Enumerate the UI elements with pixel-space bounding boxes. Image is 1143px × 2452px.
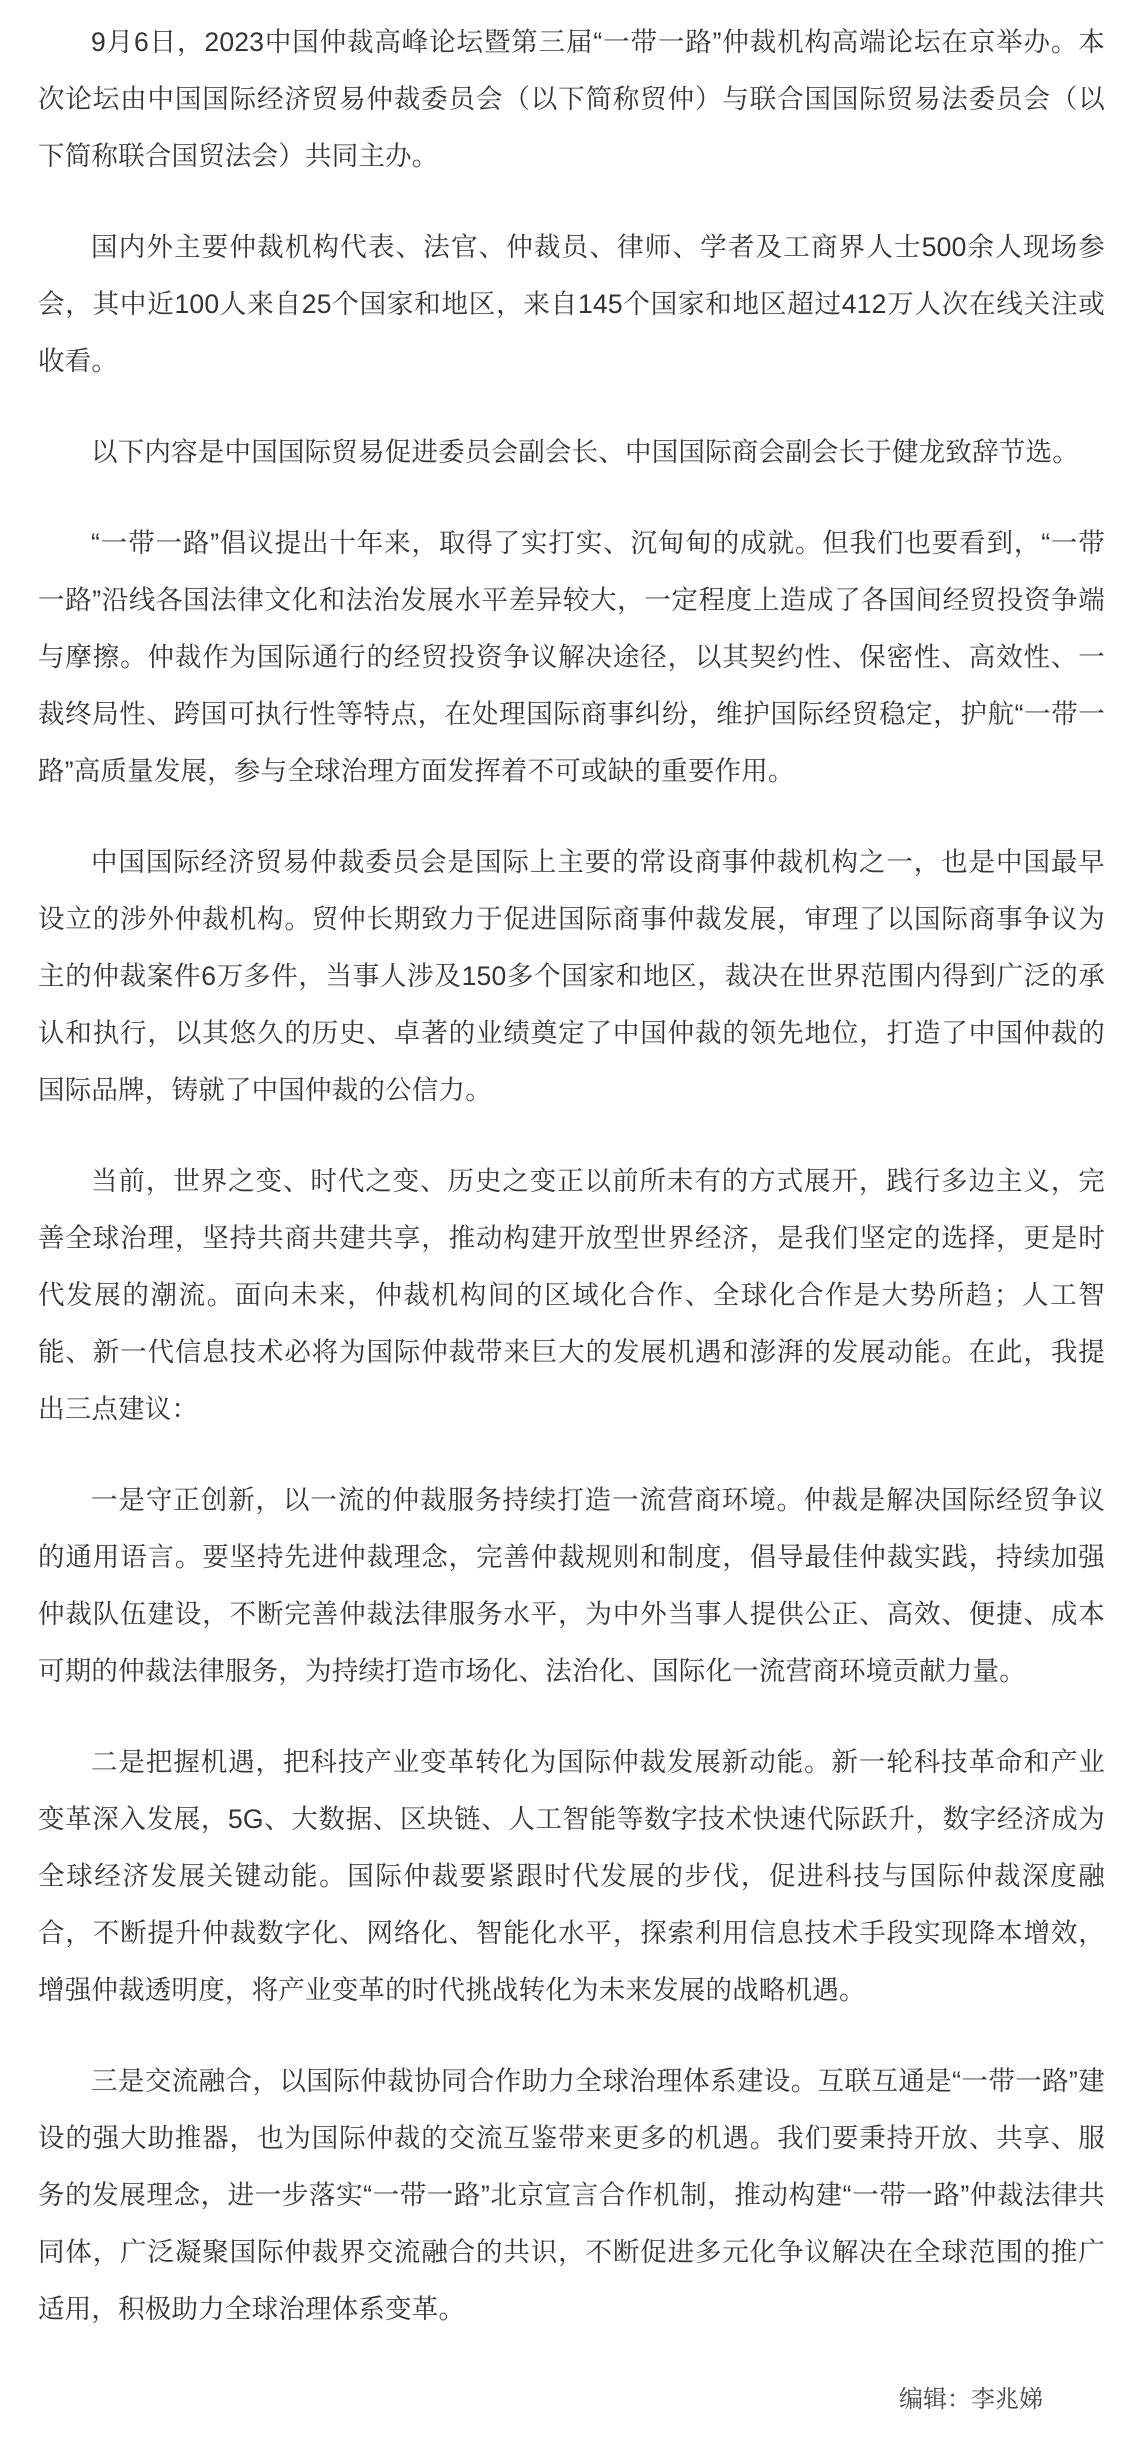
article-body <box>38 14 1105 2338</box>
article-paragraph: 一是守正创新，以一流的仲裁服务持续打造一流营商环境。仲裁是解决国际经贸争议的通用语言。要坚持先进仲裁理念，完善仲裁规则和制度，倡导最佳仲裁实践，持续加强仲裁队伍建设，不断完善仲裁法律服务水平，为中外当事人提供公正、高效、便捷、成本可期的仲裁法律服务，为持续打造市场化、法治化、国际化一流营商环境贡献力量。 <box>38 1485 1105 1686</box>
article-paragraph: 二是把握机遇，把科技产业变革转化为国际仲裁发展新动能。新一轮科技革命和产业变革深入发展，5G、大数据、区块链、人工智能等数字技术快速代际跃升，数字经济成为全球经济发展关键动能。国际仲裁要紧跟时代发展的步伐，促进科技与国际仲裁深度融合，不断提升仲裁数字化、网络化、智能化水平，探索利用信息技术手段实现降本增效，增强仲裁透明度，将产业变革的时代挑战转化为未来发展的战略机遇。 <box>38 1747 1105 2005</box>
article-paragraph: 以下内容是中国国际贸易促进委员会副会长、中国国际商会副会长于健龙致辞节选。 <box>91 437 1079 467</box>
article-paragraph: 9月6日，2023中国仲裁高峰论坛暨第三届“一带一路”仲裁机构高端论坛在京举办。本次论坛由中国国际经济贸易仲裁委员会（以下简称贸仲）与联合国国际贸易法委员会（以下简称联合国贸法会）共同主办。 <box>38 27 1105 171</box>
article-paragraph: 国内外主要仲裁机构代表、法官、仲裁员、律师、学者及工商界人士500余人现场参会，其中近100人来自25个国家和地区，来自145个国家和地区超过412万人次在线关注或收看。 <box>38 232 1105 376</box>
editor-credit: 编辑：李兆娣 <box>899 2386 1043 2413</box>
article-paragraph: 三是交流融合，以国际仲裁协同合作助力全球治理体系建设。互联互通是“一带一路”建设的强大助推器，也为国际仲裁的交流互鉴带来更多的机遇。我们要秉持开放、共享、服务的发展理念，进一步落实“一带一路”北京宣言合作机制，推动构建“一带一路”仲裁法律共同体，广泛凝聚国际仲裁界交流融合的共识，不断促进多元化争议解决在全球范围的推广适用，积极助力全球治理体系变革。 <box>38 2066 1105 2324</box>
article-footer <box>38 2338 1105 2452</box>
article-paragraph: “一带一路”倡议提出十年来，取得了实打实、沉甸甸的成就。但我们也要看到，“一带一路”沿线各国法律文化和法治发展水平差异较大，一定程度上造成了各国间经贸投资争端与摩擦。仲裁作为国际通行的经贸投资争议解决途径，以其契约性、保密性、高效性、一裁终局性、跨国可执行性等特点，在处理国际商事纠纷，维护国际经贸稳定，护航“一带一路”高质量发展，参与全球治理方面发挥着不可或缺的重要作用。 <box>38 528 1105 786</box>
article-paragraph: 当前，世界之变、时代之变、历史之变正以前所未有的方式展开，践行多边主义，完善全球治理，坚持共商共建共享，推动构建开放型世界经济，是我们坚定的选择，更是时代发展的潮流。面向未来，仲裁机构间的区域化合作、全球化合作是大势所趋；人工智能、新一代信息技术必将为国际仲裁带来巨大的发展机遇和澎湃的发展动能。在此，我提出三点建议： <box>38 1166 1105 1424</box>
article-paragraph: 中国国际经济贸易仲裁委员会是国际上主要的常设商事仲裁机构之一，也是中国最早设立的涉外仲裁机构。贸仲长期致力于促进国际商事仲裁发展，审理了以国际商事争议为主的仲裁案件6万多件，当事人涉及150多个国家和地区，裁决在世界范围内得到广泛的承认和执行，以其悠久的历史、卓著的业绩奠定了中国仲裁的领先地位，打造了中国仲裁的国际品牌，铸就了中国仲裁的公信力。 <box>38 847 1105 1105</box>
